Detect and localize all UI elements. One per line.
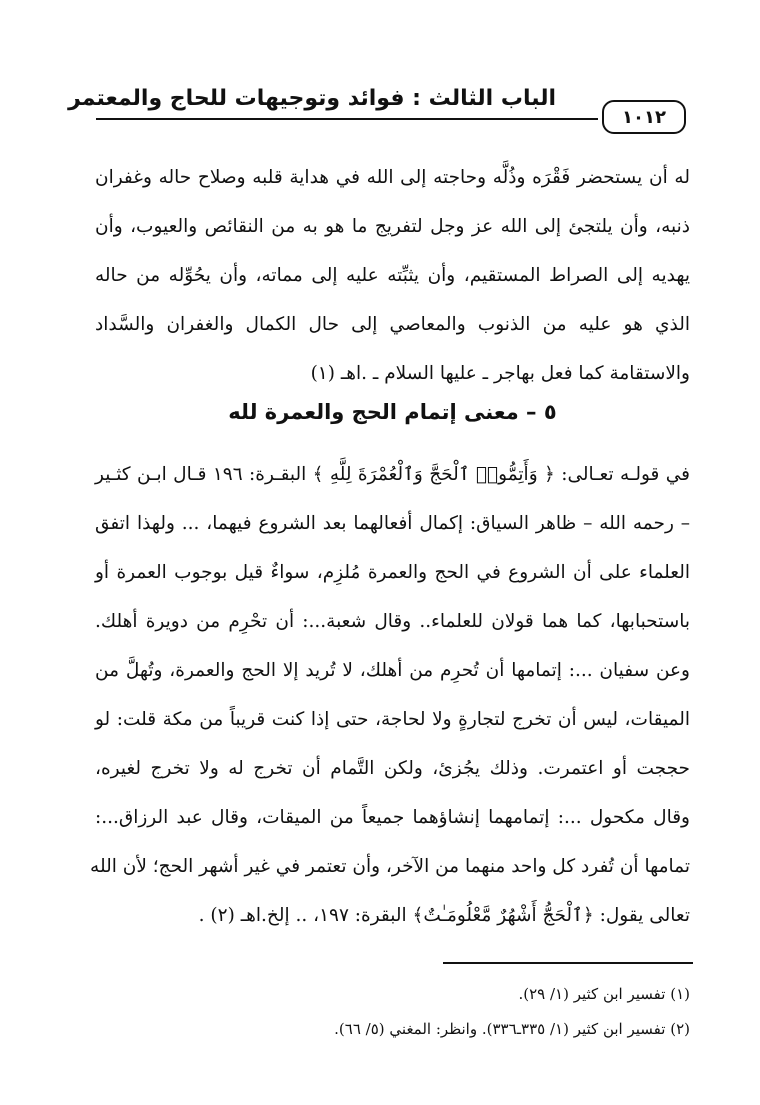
text-line: والاستقامة كما فعل بهاجر ـ عليها السلام ـ .اهـ (١) bbox=[310, 363, 690, 384]
footnote-1: (١) تفسير ابن كثير (١/ ٢٩). bbox=[518, 985, 690, 1003]
text-line: له أن يستحضر فَقْرَه وذُلَّه وحاجته إلى الله في هداية قلبه وصلاح حاله وغفران bbox=[95, 167, 690, 188]
text-line: ذنبه، وأن يلتجئ إلى الله عز وجل لتفريج ما هو به من النقائص والعيوب، وأن bbox=[95, 216, 690, 237]
text-line: تعالى يقول: ﴿ٱلْحَجُّ أَشْهُرٌ مَّعْلُومَـٰتٌ﴾ البقرة: ١٩٧، .. إلخ.اهـ (٢) . bbox=[198, 905, 690, 926]
text-line: الذي هو عليه من الذنوب والمعاصي إلى حال الكمال والغفران والسَّداد bbox=[95, 314, 690, 335]
text-line: يهديه إلى الصراط المستقيم، وأن يثبِّته عليه إلى مماته، وأن يحُوِّله من حاله bbox=[95, 265, 690, 286]
footnote-divider bbox=[443, 962, 693, 964]
page-header bbox=[68, 84, 686, 128]
text-line: وقال مكحول ...: إتمامهما إنشاؤهما جميعاً من الميقات، وقال عبد الرزاق...: bbox=[95, 807, 690, 828]
page-number: ١٠١٢ bbox=[602, 100, 686, 134]
text-line: العلماء على أن الشروع في الحج والعمرة مُلزِم، سواءٌ قيل بوجوب العمرة أو bbox=[95, 562, 690, 583]
header-divider bbox=[96, 118, 598, 120]
footnote-2: (٢) تفسير ابن كثير (١/ ٣٣٥ـ٣٣٦). وانظر: المغني (٥/ ٦٦). bbox=[334, 1020, 690, 1038]
text-line: حججت أو اعتمرت. وذلك يجُزئ، ولكن التَّمام أن تخرج له ولا تخرج لغيره، bbox=[95, 758, 690, 779]
text-line: وعن سفيان ...: إتمامها أن تُحرِم من أهلك، لا تُريد إلا الحج والعمرة، وتُهلَّ من bbox=[95, 660, 690, 681]
body-paragraph bbox=[90, 450, 691, 940]
text-line: في قولـه تعـالى: ﴿ وَأَتِمُّوا۟ ٱلْحَجَّ وَٱلْعُمْرَةَ لِلَّهِ ﴾ البقـرة: ١٩٦ قـال ابـن كثـير bbox=[95, 464, 691, 485]
text-line: باستحبابها، كما هما قولان للعلماء.. وقال شعبة...: أن تحْرِم من دويرة أهلك. bbox=[95, 611, 690, 632]
text-line: تمامها أن تُفرد كل واحد منهما من الآخر، وأن تعتمر في غير أشهر الحج؛ لأن الله bbox=[90, 856, 690, 877]
intro-paragraph bbox=[95, 153, 690, 398]
text-line: – رحمه الله – ظاهر السياق: إكمال أفعالهما بعد الشروع فيهما، ... ولهذا اتفق bbox=[95, 513, 690, 534]
section-heading: ٥ – معنى إتمام الحج والعمرة لله bbox=[228, 400, 557, 424]
chapter-title: الباب الثالث : فوائد وتوجيهات للحاج والمعتمر bbox=[68, 86, 556, 111]
text-line: الميقات، ليس أن تخرج لتجارةٍ ولا لحاجة، حتى إذا كنت قريباً من مكة قلت: لو bbox=[95, 709, 690, 730]
